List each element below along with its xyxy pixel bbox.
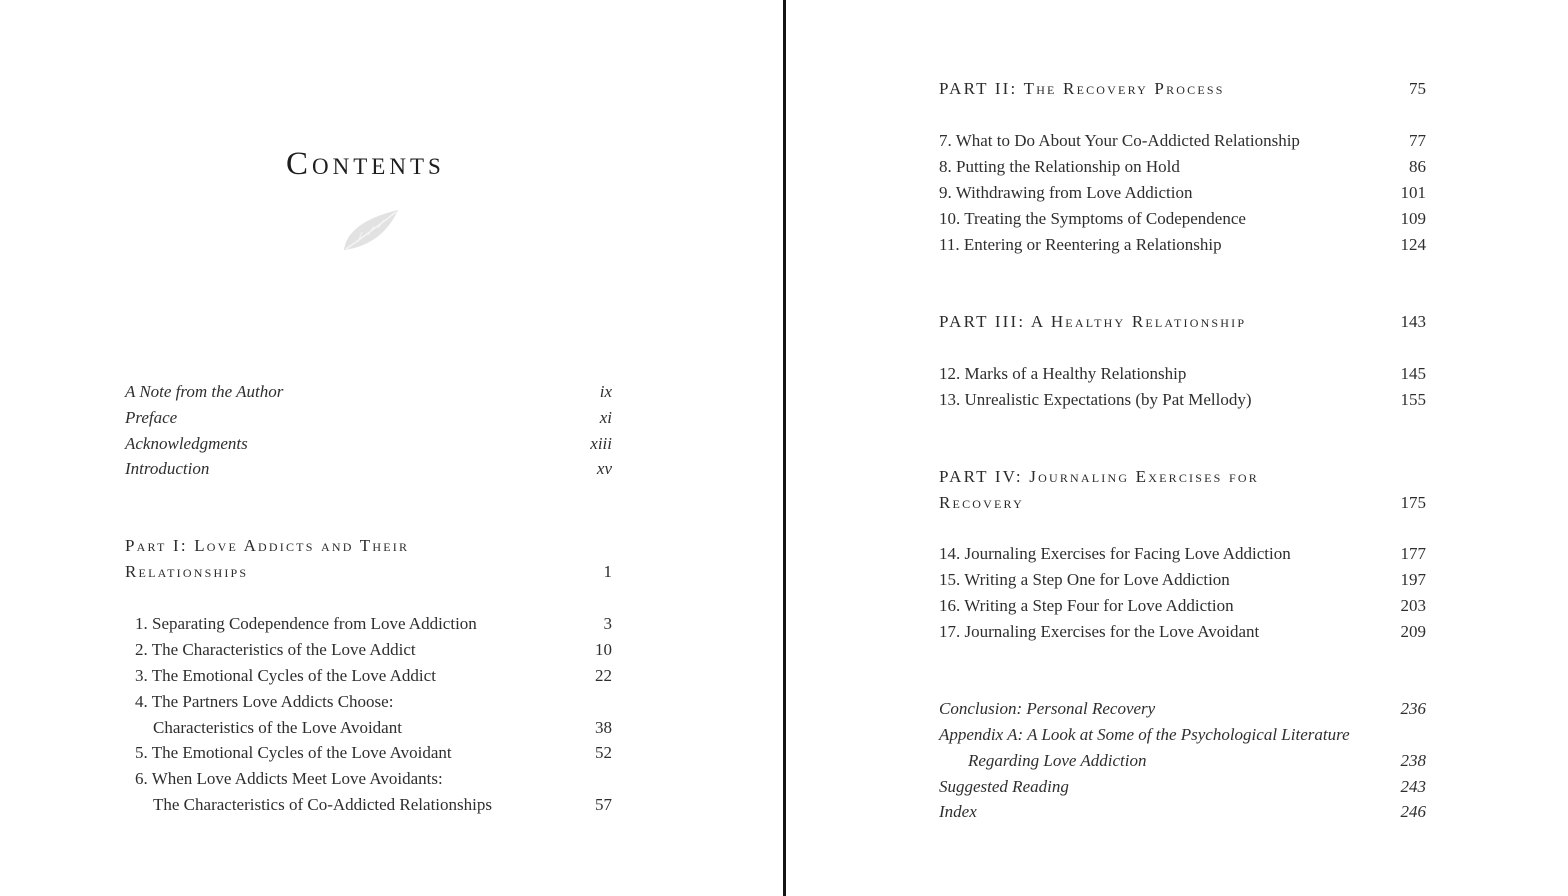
chapter-number: 1. <box>135 614 148 633</box>
chapter-title-line2: The Characteristics of Co-Addicted Relationships <box>153 795 492 814</box>
toc-entry[interactable] <box>939 774 1426 800</box>
chapter-title: Journaling Exercises for the Love Avoidant <box>964 622 1260 641</box>
chapter-entry[interactable] <box>135 637 612 663</box>
chapter-number: 15. <box>939 570 961 589</box>
chapter-entry[interactable] <box>939 541 1426 567</box>
chapter-page: 209 <box>1400 622 1426 641</box>
leaf-ornament-icon <box>340 206 402 254</box>
part-title: Part I: Love Addicts and Their <box>125 536 410 555</box>
toc-entry-continued[interactable] <box>968 748 1426 774</box>
chapter-number: 14. <box>939 544 961 563</box>
chapter-entry[interactable] <box>939 361 1426 387</box>
chapter-title: Journaling Exercises for Facing Love Addiction <box>964 544 1291 563</box>
part-title: PART II: The Recovery Process <box>939 79 1225 98</box>
toc-entry-page: 238 <box>1400 751 1426 770</box>
chapter-entry-continued[interactable] <box>153 792 612 818</box>
chapter-title: The Partners Love Addicts Choose: <box>151 692 394 711</box>
chapter-number: 10. <box>939 209 961 228</box>
chapter-title: Marks of a Healthy Relationship <box>964 364 1187 383</box>
chapter-number: 9. <box>939 183 952 202</box>
chapter-number: 13. <box>939 390 961 409</box>
chapter-title: The Emotional Cycles of the Love Avoidant <box>151 743 452 762</box>
toc-entry-page: 243 <box>1400 777 1426 796</box>
chapter-title-line2: Characteristics of the Love Avoidant <box>153 718 402 737</box>
chapter-page: 145 <box>1400 364 1426 383</box>
chapter-entry[interactable] <box>939 619 1426 645</box>
chapter-page: 52 <box>595 743 612 762</box>
chapter-page: 177 <box>1400 544 1426 563</box>
chapter-entry[interactable] <box>939 206 1426 232</box>
toc-entry-page: xv <box>596 459 612 478</box>
part-page: 1 <box>603 562 612 581</box>
chapter-page: 57 <box>595 795 612 814</box>
part-page: 143 <box>1400 312 1426 331</box>
toc-entry-page: xi <box>599 408 612 427</box>
chapter-entry[interactable] <box>939 154 1426 180</box>
chapter-page: 124 <box>1400 235 1426 254</box>
part-title-continued: Recovery <box>939 493 1024 512</box>
chapter-entry-continued[interactable] <box>153 715 612 741</box>
toc-entry-page: xiii <box>590 434 612 453</box>
toc-entry-page: ix <box>599 382 612 401</box>
chapter-title: Writing a Step One for Love Addiction <box>964 570 1230 589</box>
chapter-number: 11. <box>939 235 960 254</box>
chapter-title: Putting the Relationship on Hold <box>956 157 1180 176</box>
chapter-number: 6. <box>135 769 148 788</box>
chapter-page: 10 <box>595 640 612 659</box>
chapter-entry[interactable] <box>135 689 612 715</box>
chapter-entry[interactable] <box>135 611 612 637</box>
toc-entry-title: Acknowledgments <box>125 434 248 453</box>
toc-entry[interactable] <box>939 799 1426 825</box>
toc-entry[interactable] <box>125 431 612 457</box>
chapter-number: 8. <box>939 157 952 176</box>
chapter-title: Separating Codependence from Love Addiction <box>152 614 477 633</box>
part-page: 175 <box>1400 493 1426 512</box>
chapter-title: Withdrawing from Love Addiction <box>955 183 1193 202</box>
chapter-entry[interactable] <box>135 663 612 689</box>
toc-entry[interactable] <box>939 722 1426 748</box>
chapter-page: 109 <box>1400 209 1426 228</box>
chapter-title: The Characteristics of the Love Addict <box>151 640 416 659</box>
chapter-number: 5. <box>135 743 148 762</box>
chapter-title: The Emotional Cycles of the Love Addict <box>151 666 436 685</box>
chapter-number: 16. <box>939 596 961 615</box>
chapter-page: 38 <box>595 718 612 737</box>
toc-entry[interactable] <box>125 456 612 482</box>
chapter-page: 101 <box>1400 183 1426 202</box>
chapter-title: Unrealistic Expectations (by Pat Mellody) <box>964 390 1252 409</box>
chapter-number: 7. <box>939 131 952 150</box>
chapter-page: 203 <box>1400 596 1426 615</box>
toc-entry-title: Appendix A: A Look at Some of the Psychological Literature <box>939 725 1350 744</box>
chapter-page: 77 <box>1409 131 1426 150</box>
toc-entry-title: Index <box>939 802 977 821</box>
chapter-number: 2. <box>135 640 148 659</box>
toc-entry-title-line2: Regarding Love Addiction <box>968 751 1147 770</box>
toc-entry-title: Preface <box>125 408 178 427</box>
toc-entry-title: Introduction <box>125 459 210 478</box>
part-title: PART IV: Journaling Exercises for <box>939 467 1259 486</box>
chapter-entry[interactable] <box>939 567 1426 593</box>
chapter-number: 17. <box>939 622 961 641</box>
chapter-entry[interactable] <box>135 766 612 792</box>
chapter-page: 86 <box>1409 157 1426 176</box>
part-title: PART III: A Healthy Relationship <box>939 312 1247 331</box>
chapter-entry[interactable] <box>135 740 612 766</box>
chapter-page: 155 <box>1400 390 1426 409</box>
chapter-entry[interactable] <box>939 128 1426 154</box>
chapter-entry[interactable] <box>939 180 1426 206</box>
toc-entry[interactable] <box>125 379 612 405</box>
chapter-title: Treating the Symptoms of Codependence <box>964 209 1246 228</box>
chapter-number: 3. <box>135 666 148 685</box>
chapter-title: Entering or Reentering a Relationship <box>963 235 1222 254</box>
left-page <box>0 0 783 896</box>
chapter-page: 197 <box>1400 570 1426 589</box>
part-page: 75 <box>1409 79 1426 98</box>
chapter-page: 3 <box>603 614 612 633</box>
toc-entry-title: Suggested Reading <box>939 777 1069 796</box>
toc-entry[interactable] <box>125 405 612 431</box>
toc-entry-page: 236 <box>1400 699 1426 718</box>
chapter-entry[interactable] <box>939 593 1426 619</box>
chapter-title: Writing a Step Four for Love Addiction <box>964 596 1234 615</box>
chapter-entry[interactable] <box>939 232 1426 258</box>
chapter-number: 4. <box>135 692 148 711</box>
contents-title: Contents <box>286 146 445 182</box>
chapter-title: When Love Addicts Meet Love Avoidants: <box>151 769 443 788</box>
toc-entry-title: Conclusion: Personal Recovery <box>939 699 1156 718</box>
chapter-page: 22 <box>595 666 612 685</box>
right-page <box>786 0 1568 896</box>
chapter-number: 12. <box>939 364 961 383</box>
toc-entry-page: 246 <box>1400 802 1426 821</box>
part-title-continued: Relationships <box>125 562 249 581</box>
toc-entry-title: A Note from the Author <box>125 382 284 401</box>
toc-entry[interactable] <box>939 696 1426 722</box>
chapter-title: What to Do About Your Co-Addicted Relationship <box>955 131 1300 150</box>
chapter-entry[interactable] <box>939 387 1426 413</box>
